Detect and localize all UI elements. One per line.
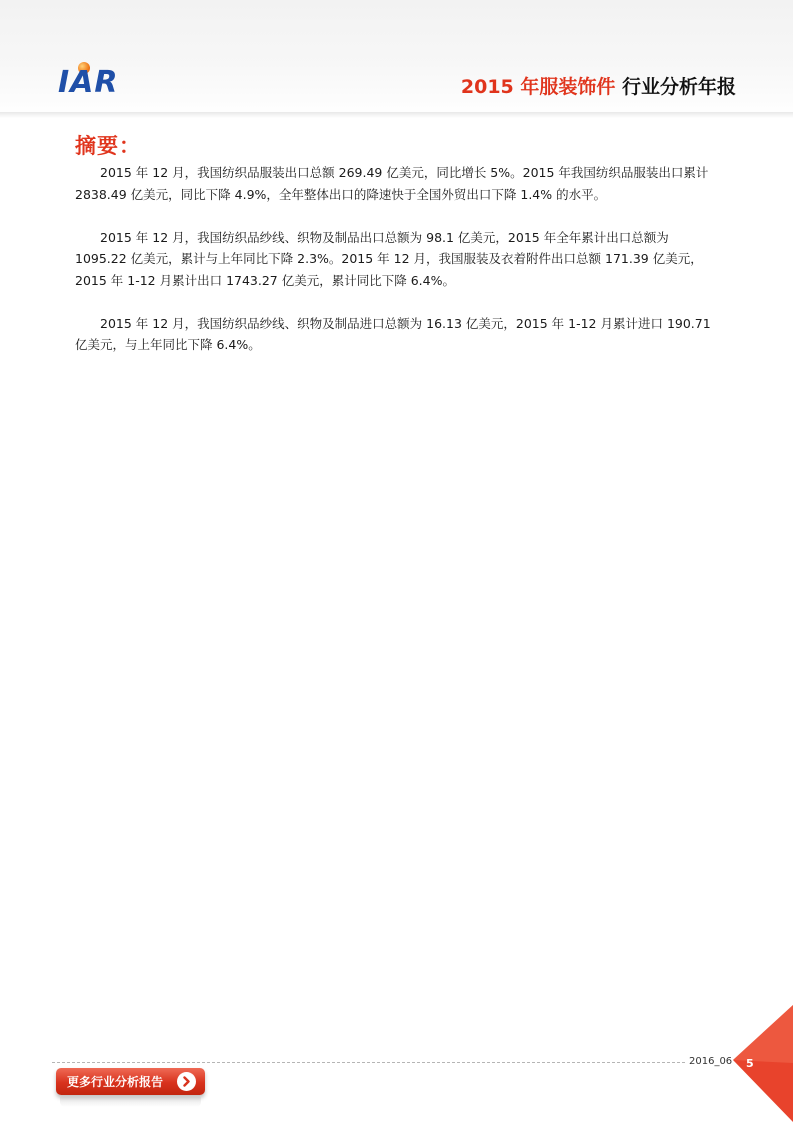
page-corner-triangle	[733, 1005, 793, 1122]
paragraph: 2015 年 12 月，我国纺织品纱线、织物及制品出口总额为 98.1 亿美元，2015 年全年累计出口总额为 1095.22 亿美元，累计与上年同比下降 2.3%。2015 年 12 月，我国服装及衣着附件出口总额 171.39 亿美元，2015 年 1-12 月累计出口 1743.27 亿美元，累计同比下降 6.4%。	[75, 229, 703, 288]
report-title-accent: 2015 年服装饰件	[460, 76, 616, 98]
summary-body	[75, 162, 720, 377]
more-reports-button[interactable]	[56, 1068, 205, 1095]
header-divider	[0, 112, 793, 118]
more-reports-label: 更多行业分析报告	[67, 1075, 164, 1089]
footer-divider	[52, 1062, 730, 1063]
company-logo	[58, 62, 158, 102]
logo-text: IAR	[58, 65, 119, 100]
paragraph: 2015 年 12 月，我国纺织品服装出口总额 269.49 亿美元，同比增长 5%。2015 年我国纺织品服装出口累计 2838.49 亿美元，同比下降 4.9%，全年整体出口的降速快于全国外贸出口下降 1.4% 的水平。	[75, 165, 709, 202]
chevron-right-icon	[177, 1072, 196, 1091]
footer-date: 2016_06	[689, 1056, 733, 1067]
button-reflection	[60, 1097, 201, 1107]
section-title: 摘要：	[75, 134, 141, 158]
report-title-rest: 行业分析年报	[615, 76, 736, 98]
page-number: 5	[746, 1057, 754, 1070]
report-title	[461, 72, 736, 99]
paragraph: 2015 年 12 月，我国纺织品纱线、织物及制品进口总额为 16.13 亿美元，2015 年 1-12 月累计进口 190.71 亿美元，与上年同比下降 6.4%。	[75, 315, 711, 352]
